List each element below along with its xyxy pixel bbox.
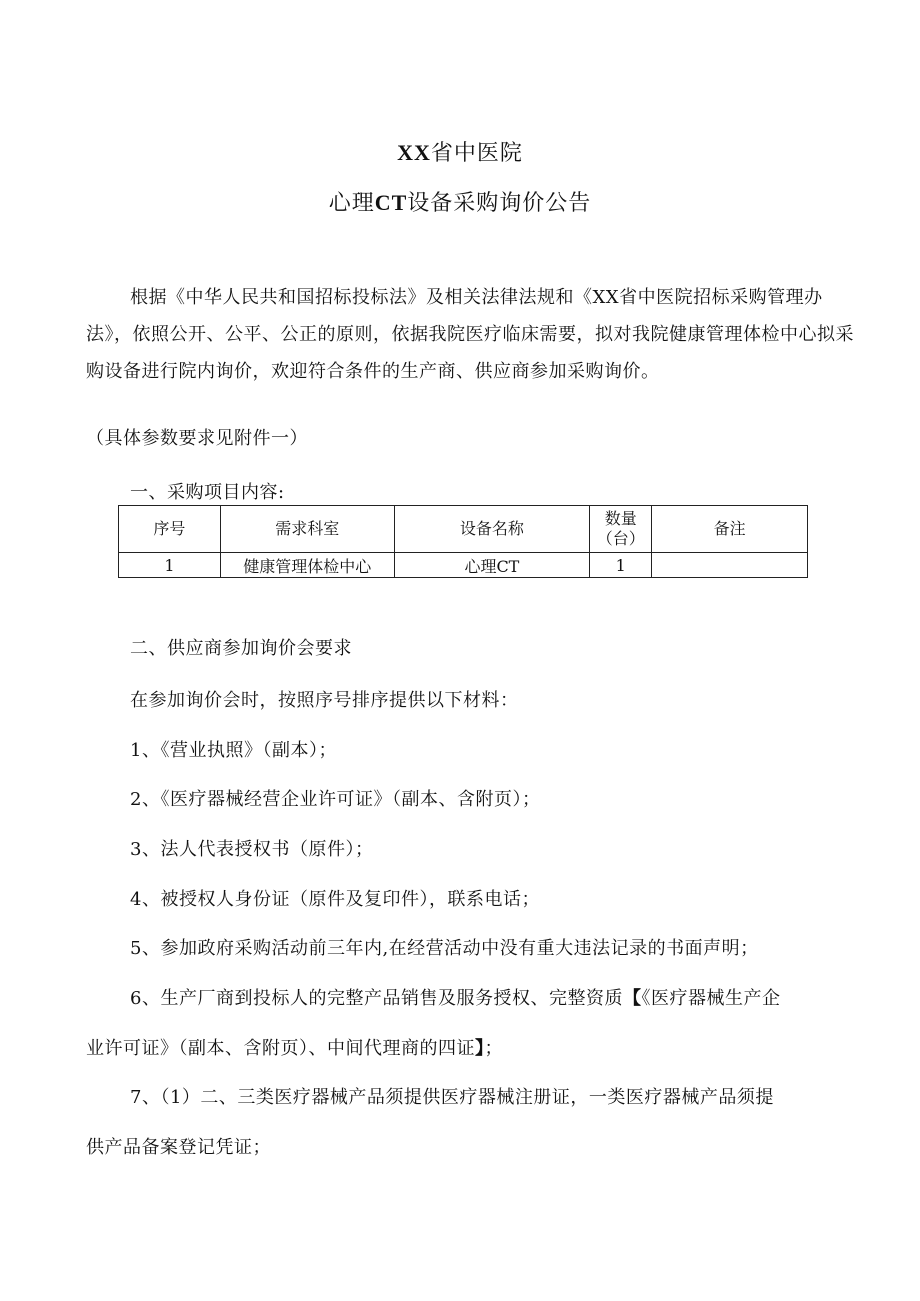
item-6-text-c: 业许可证》（副本、含附页）、中间代理商的四证 bbox=[86, 1038, 475, 1059]
item-6-bracket-close: 】 bbox=[475, 1038, 485, 1059]
requirement-item-6-line-1 bbox=[130, 984, 780, 1010]
document-org-title bbox=[0, 136, 920, 167]
section-1-heading: 一、采购项目内容: bbox=[130, 482, 285, 503]
subtitle-prefix: 心理 bbox=[328, 191, 375, 216]
requirement-item-2: 2、《医疗器械经营企业许可证》（副本、含附页）； bbox=[130, 789, 541, 810]
col-header-qty bbox=[590, 506, 652, 553]
table-row bbox=[119, 553, 808, 578]
cell-remark bbox=[652, 553, 808, 578]
requirement-item-7-line-2: 供产品备案登记凭证； bbox=[86, 1137, 271, 1158]
intro-paragraph: 根据《中华人民共和国招标投标法》及相关法律法规和《XX省中医院招标采购管理办法》，依照公开、公平、公正的原则，依据我院医疗临床需要，拟对我院健康管理体检中心拟采购设备进行院内询价，欢迎符合条件的生产商、供应商参加采购询价。 bbox=[86, 287, 854, 382]
requirement-item-1: 1、《营业执照》（副本）； bbox=[130, 740, 337, 761]
org-title-prefix: XX bbox=[397, 140, 431, 165]
col-header-dept: 需求科室 bbox=[220, 506, 394, 553]
requirement-item-7-line-1: 7、（1）二、三类医疗器械产品须提供医疗器械注册证，一类医疗器械产品须提 bbox=[130, 1087, 774, 1108]
item-6-text-a: 6、生产厂商到投标人的完整产品销售及服务授权、完整资质 bbox=[130, 988, 623, 1009]
col-header-device: 设备名称 bbox=[394, 506, 590, 553]
requirement-item-4: 4、被授权人身份证（原件及复印件），联系电话； bbox=[130, 889, 540, 910]
section-2-intro: 在参加询价会时，按照序号排序提供以下材料： bbox=[130, 690, 519, 711]
col-header-no: 序号 bbox=[119, 506, 221, 553]
section-2-heading: 二、供应商参加询价会要求 bbox=[130, 638, 352, 659]
procurement-table bbox=[118, 505, 808, 578]
col-header-qty-label: 数量 bbox=[604, 509, 637, 528]
subtitle-suffix: 设备采购询价公告 bbox=[407, 191, 592, 216]
requirement-item-3: 3、法人代表授权书（原件）； bbox=[130, 839, 374, 860]
item-6-text-d: ； bbox=[484, 1038, 503, 1059]
cell-device: 心理CT bbox=[394, 553, 590, 578]
org-title-suffix: 省中医院 bbox=[430, 141, 523, 166]
col-header-qty-unit: （台） bbox=[596, 529, 645, 548]
col-header-remark: 备注 bbox=[652, 506, 808, 553]
document-subtitle bbox=[0, 186, 920, 217]
requirement-item-6-line-2 bbox=[86, 1034, 503, 1060]
subtitle-ct: CT bbox=[374, 190, 408, 215]
item-6-bracket-open: 【 bbox=[622, 988, 642, 1009]
table-header-row bbox=[119, 506, 808, 553]
requirement-item-5: 5、参加政府采购活动前三年内,在经营活动中没有重大违法记录的书面声明； bbox=[130, 938, 759, 959]
intro-note: （具体参数要求见附件一） bbox=[86, 428, 308, 449]
cell-qty: 1 bbox=[590, 553, 652, 578]
cell-dept: 健康管理体检中心 bbox=[220, 553, 394, 578]
cell-no: 1 bbox=[119, 553, 221, 578]
item-6-text-b: 《医疗器械生产企 bbox=[641, 988, 781, 1009]
